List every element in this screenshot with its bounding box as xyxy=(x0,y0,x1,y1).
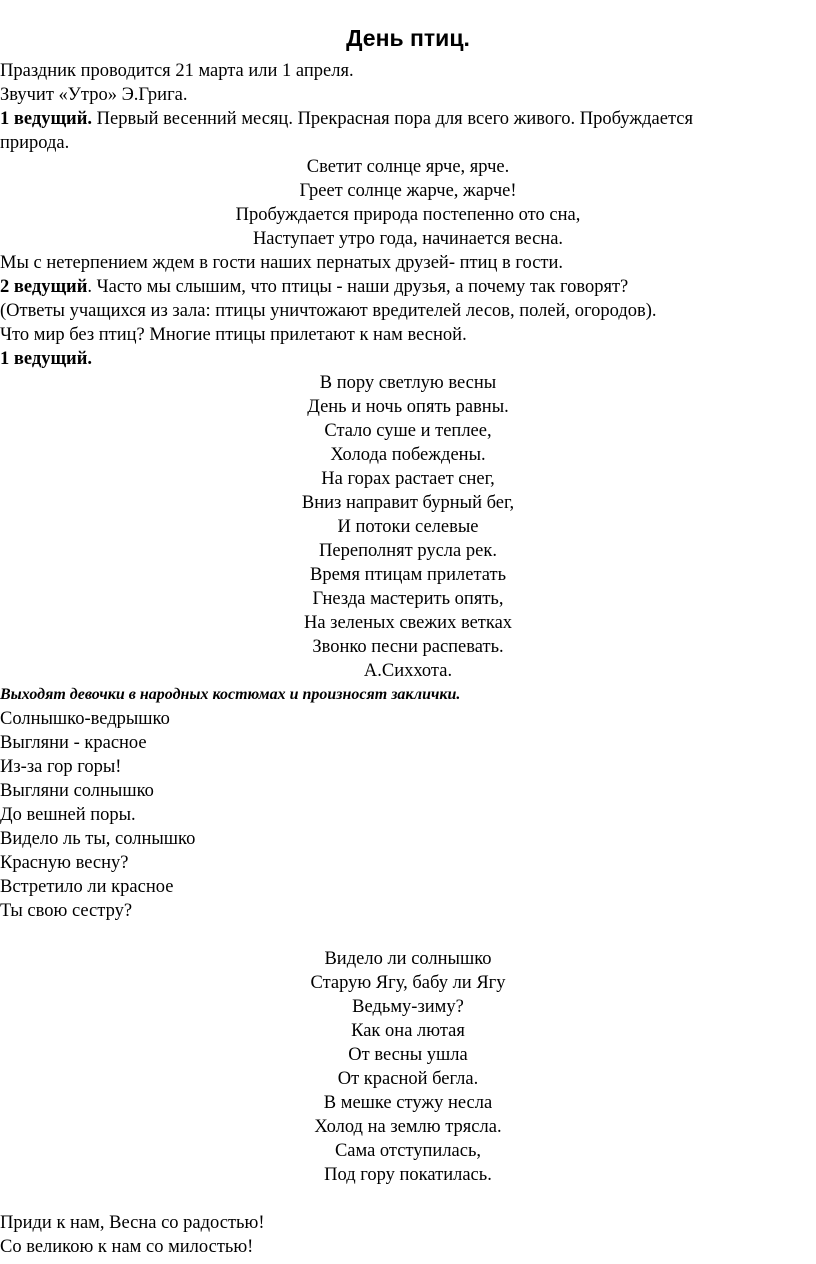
poem2-line: Гнезда мастерить опять, xyxy=(312,589,504,609)
intro-date-line: Праздник проводится 21 марта или 1 апреля. xyxy=(0,61,354,81)
poem3-line: Старую Ягу, бабу ли Ягу xyxy=(310,973,506,993)
poem3-line: От весны ушла xyxy=(348,1045,468,1065)
poem3-line: Холод на землю трясла. xyxy=(314,1117,502,1137)
intro-music-line: Звучит «Утро» Э.Грига. xyxy=(0,85,188,105)
host1-text: Первый весенний месяц. Прекрасная пора для всего живого. Пробуждается xyxy=(92,109,693,129)
host1-label-second: 1 ведущий. xyxy=(0,349,93,369)
poem3-line: Видело ли солнышко xyxy=(324,949,492,969)
after-poem1-line: Мы с нетерпением ждем в гости наших пернатых друзей- птиц в гости. xyxy=(0,253,564,273)
chant2-line: Со великою к нам со милостью! xyxy=(0,1237,254,1257)
poem3-line: Сама отступилась, xyxy=(334,1141,482,1161)
chant2-line: Приди к нам, Весна со радостью! xyxy=(0,1213,265,1233)
chant1-line: Выгляни - красное xyxy=(0,733,147,753)
poem3-line: Под гору покатилась. xyxy=(324,1165,492,1185)
poem1-line: Греет солнце жарче, жарче! xyxy=(299,181,517,201)
chant1-line: Из-за гор горы! xyxy=(0,757,122,777)
poem2-line: Время птицам прилетать xyxy=(309,565,507,585)
host2-label: 2 ведущий xyxy=(0,277,88,297)
poem2-line: На зеленых свежих ветках xyxy=(303,613,513,633)
poem3-line: Ведьму-зиму? xyxy=(352,997,464,1017)
poem3-line: От красной бегла. xyxy=(337,1069,479,1089)
poem1-line: Наступает утро года, начинается весна. xyxy=(252,229,564,249)
chant1-line: Встретило ли красное xyxy=(0,877,174,897)
host2-question-line: Что мир без птиц? Многие птицы прилетают к нам весной. xyxy=(0,325,467,345)
document-title: День птиц. xyxy=(346,25,470,51)
chant1-line: До вешней поры. xyxy=(0,805,136,825)
host2-paragraph xyxy=(0,275,628,299)
poem3-line: Как она лютая xyxy=(351,1021,465,1041)
poem1-line: Пробуждается природа постепенно ото сна, xyxy=(235,205,581,225)
poem2-line: Переполнят русла рек. xyxy=(319,541,497,561)
chant1-line: Выгляни солнышко xyxy=(0,781,154,801)
stage-direction: Выходят девочки в народных костюмах и произносят заклички. xyxy=(0,686,461,703)
host2-text: . Часто мы слышим, что птицы - наши друзья, а почему так говорят? xyxy=(87,277,629,297)
host1-paragraph xyxy=(0,107,693,131)
poem2-line: Вниз направит бурный бег, xyxy=(301,493,515,513)
poem3-line: В мешке стужу несла xyxy=(323,1093,493,1113)
poem2-line: И потоки селевые xyxy=(337,517,479,537)
poem2-author: А.Сиххота. xyxy=(363,661,453,681)
poem2-line: Звонко песни распевать. xyxy=(312,637,504,657)
chant1-line: Ты свою сестру? xyxy=(0,901,133,921)
poem2-line: На горах растает снег, xyxy=(321,469,495,489)
poem2-line: В пору светлую весны xyxy=(319,373,497,393)
host2-answers-line: (Ответы учащихся из зала: птицы уничтожают вредителей лесов, полей, огородов). xyxy=(0,301,657,321)
host1-text-continued: природа. xyxy=(0,133,70,153)
host1-label: 1 ведущий. xyxy=(0,109,93,129)
chant1-line: Красную весну? xyxy=(0,853,129,873)
poem2-line: Холода побеждены. xyxy=(330,445,486,465)
chant1-line: Видело ль ты, солнышко xyxy=(0,829,196,849)
poem2-line: Стало суше и теплее, xyxy=(324,421,492,441)
poem2-line: День и ночь опять равны. xyxy=(307,397,509,417)
poem1-line: Светит солнце ярче, ярче. xyxy=(306,157,510,177)
chant1-line: Солнышко-ведрышко xyxy=(0,709,170,729)
